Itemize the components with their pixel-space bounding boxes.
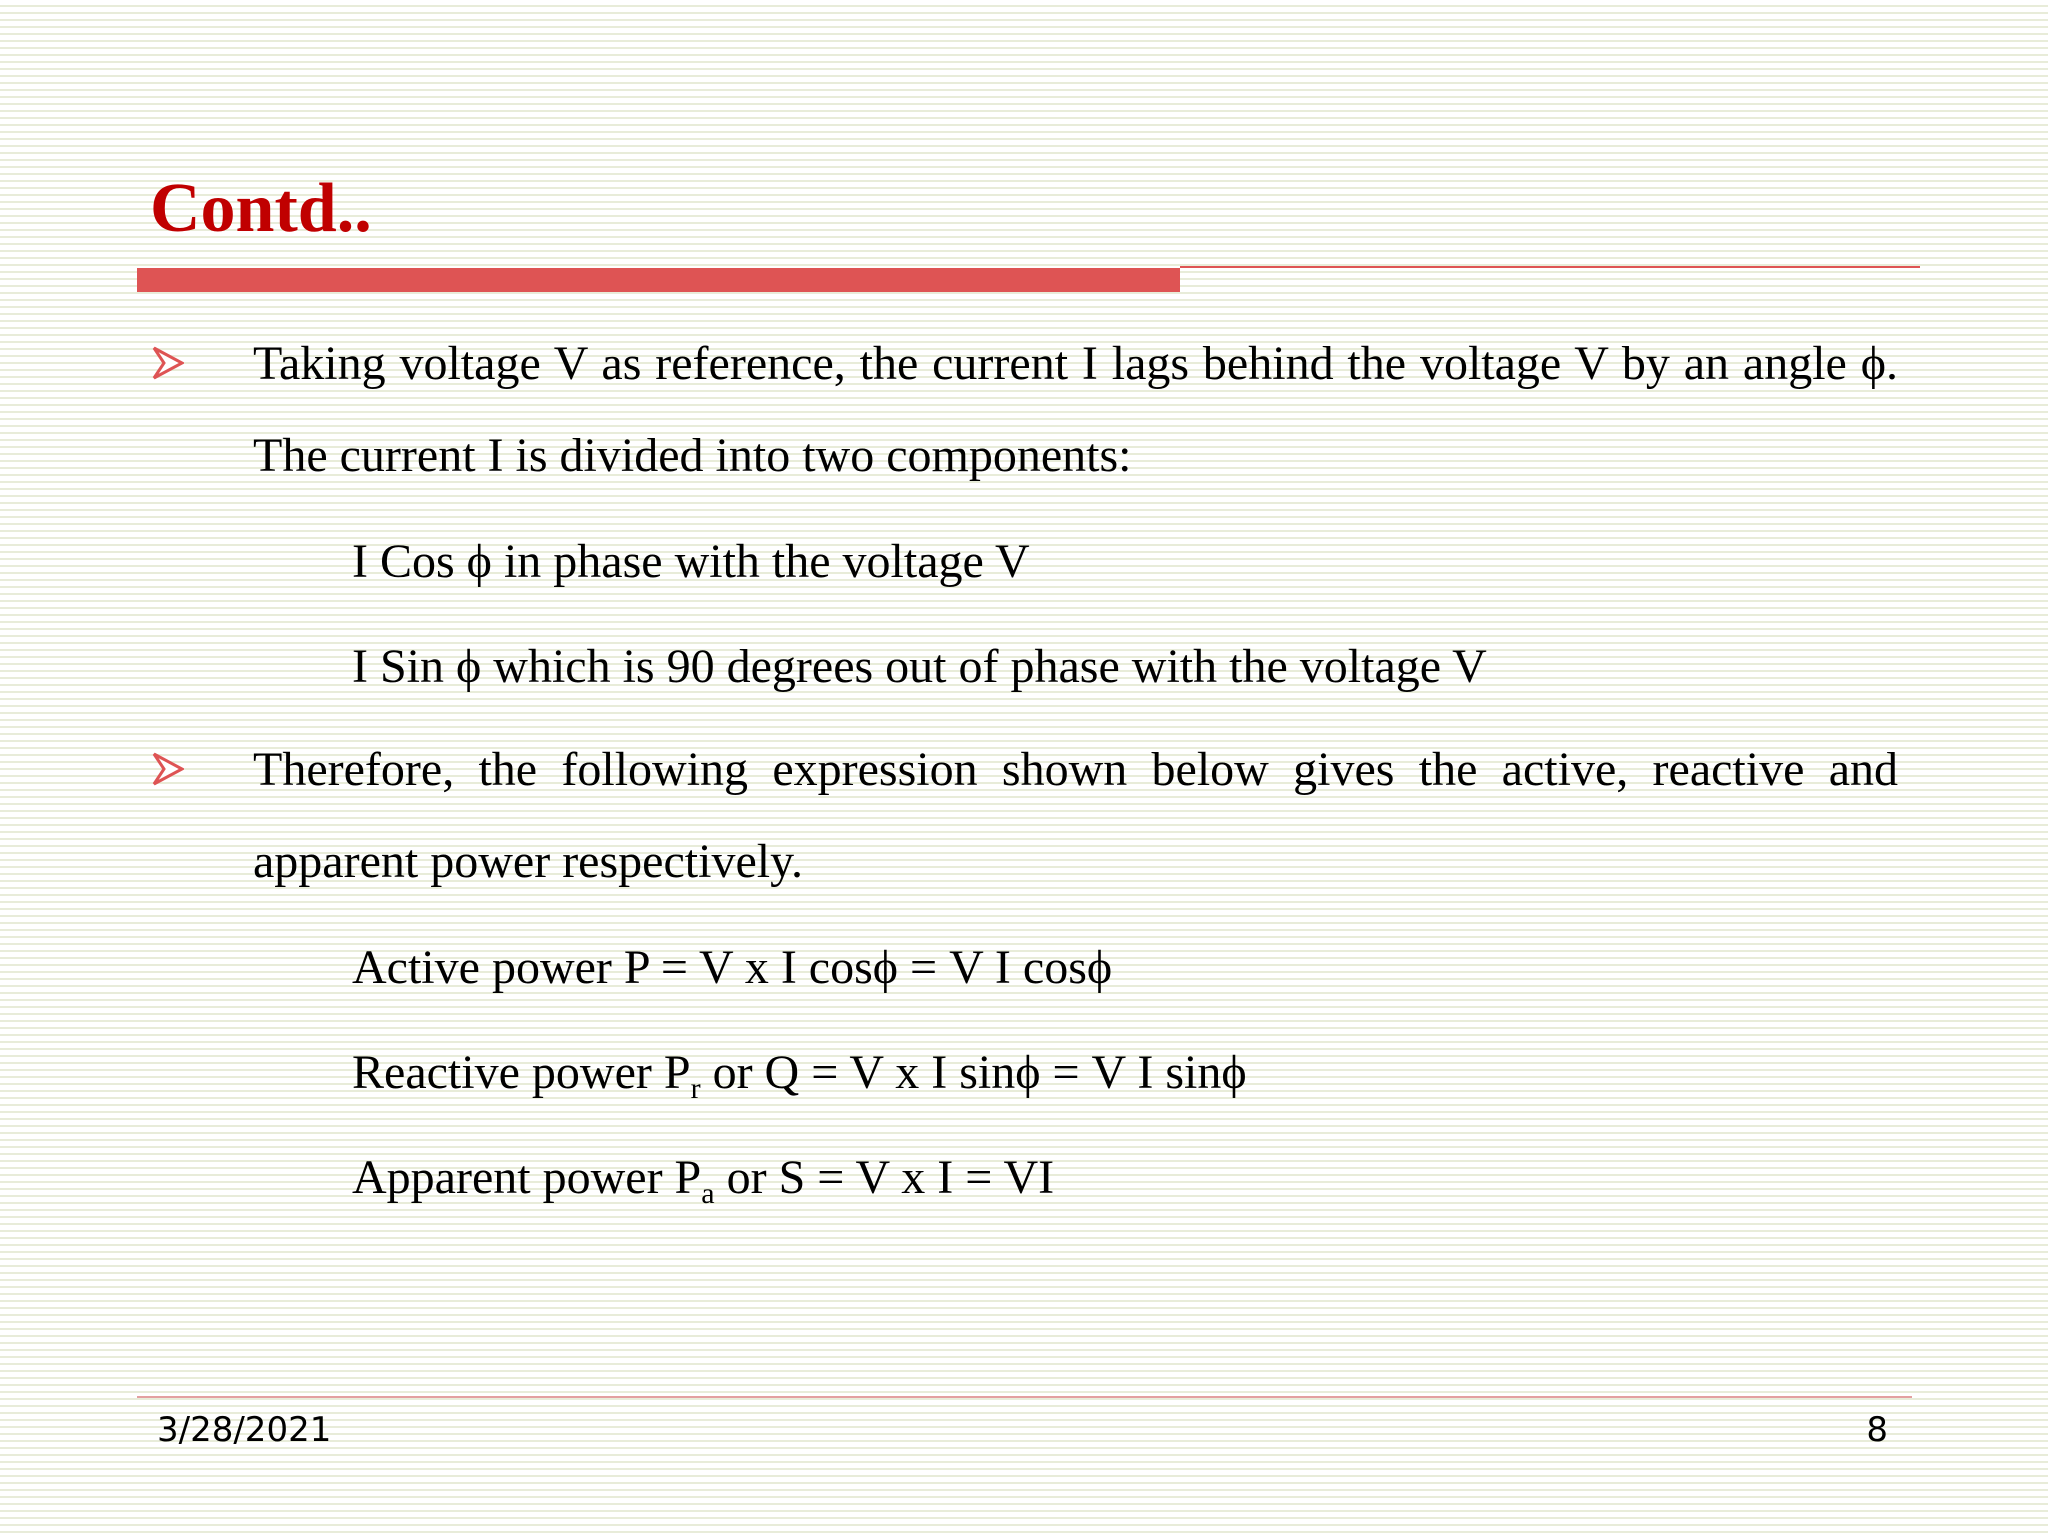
page-number: 8	[1866, 1410, 1888, 1450]
formula-reactive-power-pre: Reactive power P	[352, 1046, 691, 1099]
title-underline-rule	[1180, 266, 1920, 268]
formula-apparent-power-pre: Apparent power P	[352, 1151, 702, 1204]
arrowhead-bullet-icon	[152, 752, 184, 786]
formula-apparent-power-post: or S = V x I = VI	[714, 1151, 1055, 1204]
footer-divider	[137, 1396, 1912, 1398]
slide-title: Contd..	[150, 170, 372, 247]
arrowhead-bullet-icon	[152, 346, 184, 380]
formula-apparent-power-subscript: a	[701, 1177, 715, 1210]
formula-reactive-power-subscript: r	[690, 1072, 701, 1105]
formula-reactive-power	[352, 1043, 1247, 1103]
footer-date: 3/28/2021	[157, 1410, 332, 1450]
formula-reactive-power-post: or Q = V x I sinϕ = V I sinϕ	[700, 1046, 1247, 1099]
bullet-paragraph-2: Therefore, the following expression shown below gives the active, reactive and apparent power respectively.	[253, 743, 1898, 888]
sub-line-sin-component: I Sin ϕ which is 90 degrees out of phase with the voltage V	[352, 640, 1487, 693]
sub-line-cos-component: I Cos ϕ in phase with the voltage V	[352, 535, 1030, 588]
bullet-paragraph-1: Taking voltage V as reference, the current I lags behind the voltage V by an angle ϕ. The current I is divided into two components:	[253, 337, 1898, 482]
formula-active-power: Active power P = V x I cosϕ = V I cosϕ	[352, 941, 1113, 994]
title-underline-bar	[137, 268, 1180, 292]
formula-apparent-power	[352, 1148, 1054, 1208]
